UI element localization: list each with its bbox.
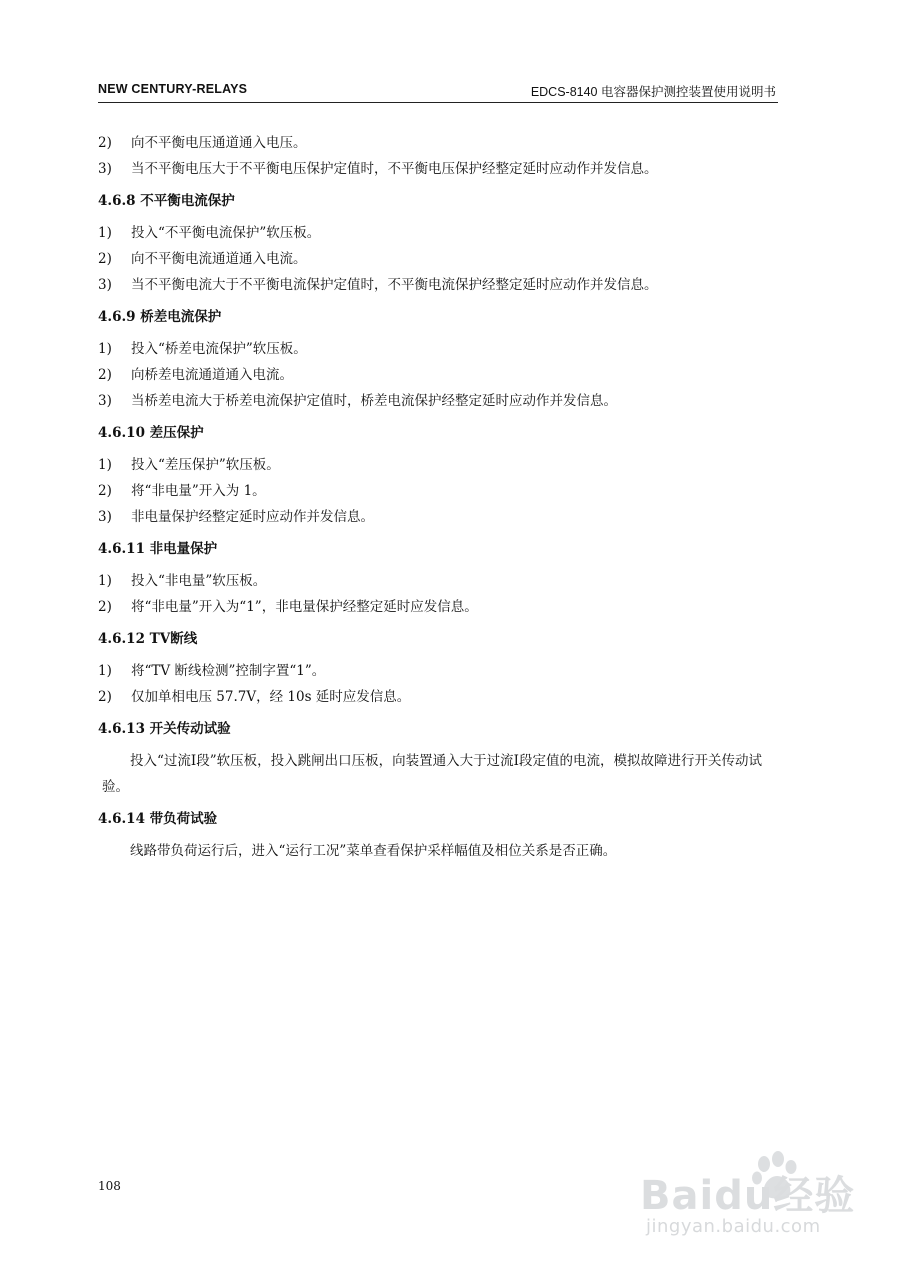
- section-4-6-14: [98, 804, 788, 864]
- watermark-logo-text: Baidu经验: [640, 1173, 856, 1219]
- list-item: 2) 将“非电量”开入为 1。: [98, 483, 266, 499]
- list-item: 2) 仅加单相电压 57.7V，经 10s 延时应发信息。: [98, 689, 411, 705]
- section-4-6-11: [98, 534, 788, 620]
- page-header: [98, 80, 778, 103]
- section-paragraph: 线路带负荷运行后，进入“运行工况”菜单查看保护采样幅值及相位关系是否正确。: [130, 843, 617, 859]
- header-document-title: EDCS-8140 电容器保护测控装置使用说明书: [530, 85, 776, 99]
- section-heading: 4.6.11 非电量保护: [98, 541, 218, 557]
- list-item: 1) 投入“非电量”软压板。: [98, 573, 267, 589]
- watermark-url: jingyan.baidu.com: [646, 1216, 821, 1237]
- document-body: [98, 130, 788, 864]
- list-item: 2) 向桥差电流通道通入电流。: [98, 367, 293, 383]
- section-heading: 4.6.9 桥差电流保护: [98, 309, 222, 325]
- section-4-6-10: [98, 418, 788, 530]
- page-number: 108: [98, 1179, 121, 1193]
- list-item: 3) 当不平衡电压大于不平衡电压保护定值时，不平衡电压保护经整定延时应动作并发信息。: [98, 161, 658, 177]
- list-item: 1) 将“TV 断线检测”控制字置“1”。: [98, 663, 326, 679]
- list-item: 2) 将“非电量”开入为“1”，非电量保护经整定延时应发信息。: [98, 599, 478, 615]
- list-item: 1) 投入“不平衡电流保护”软压板。: [98, 225, 321, 241]
- list-item: 3) 非电量保护经整定延时应动作并发信息。: [98, 509, 374, 525]
- section-4-6-8: [98, 186, 788, 298]
- section-paragraph: 投入“过流Ⅰ段”软压板，投入跳闸出口压板，向装置通入大于过流Ⅰ段定值的电流，模拟故障进行开关传动试验。: [102, 753, 762, 795]
- section-heading: 4.6.8 不平衡电流保护: [98, 193, 235, 209]
- section-4-6-9: [98, 302, 788, 414]
- list-item: 3) 当不平衡电流大于不平衡电流保护定值时，不平衡电流保护经整定延时应动作并发信息。: [98, 277, 658, 293]
- list-item: 1) 投入“桥差电流保护”软压板。: [98, 341, 307, 357]
- section-heading: 4.6.13 开关传动试验: [98, 721, 231, 737]
- section-heading: 4.6.12 TV断线: [98, 631, 198, 647]
- section-unbalanced-voltage-continued: [98, 130, 788, 182]
- header-company: NEW CENTURY-RELAYS: [98, 82, 248, 96]
- list-item: 2) 向不平衡电流通道通入电流。: [98, 251, 307, 267]
- section-heading: 4.6.10 差压保护: [98, 425, 204, 441]
- section-4-6-13: [98, 714, 788, 800]
- list-item: 1) 投入“差压保护”软压板。: [98, 457, 280, 473]
- baidu-jingyan-watermark: [640, 1150, 890, 1250]
- section-heading: 4.6.14 带负荷试验: [98, 811, 218, 827]
- list-item: 2) 向不平衡电压通道通入电压。: [98, 135, 307, 151]
- section-4-6-12: [98, 624, 788, 710]
- list-item: 3) 当桥差电流大于桥差电流保护定值时，桥差电流保护经整定延时应动作并发信息。: [98, 393, 617, 409]
